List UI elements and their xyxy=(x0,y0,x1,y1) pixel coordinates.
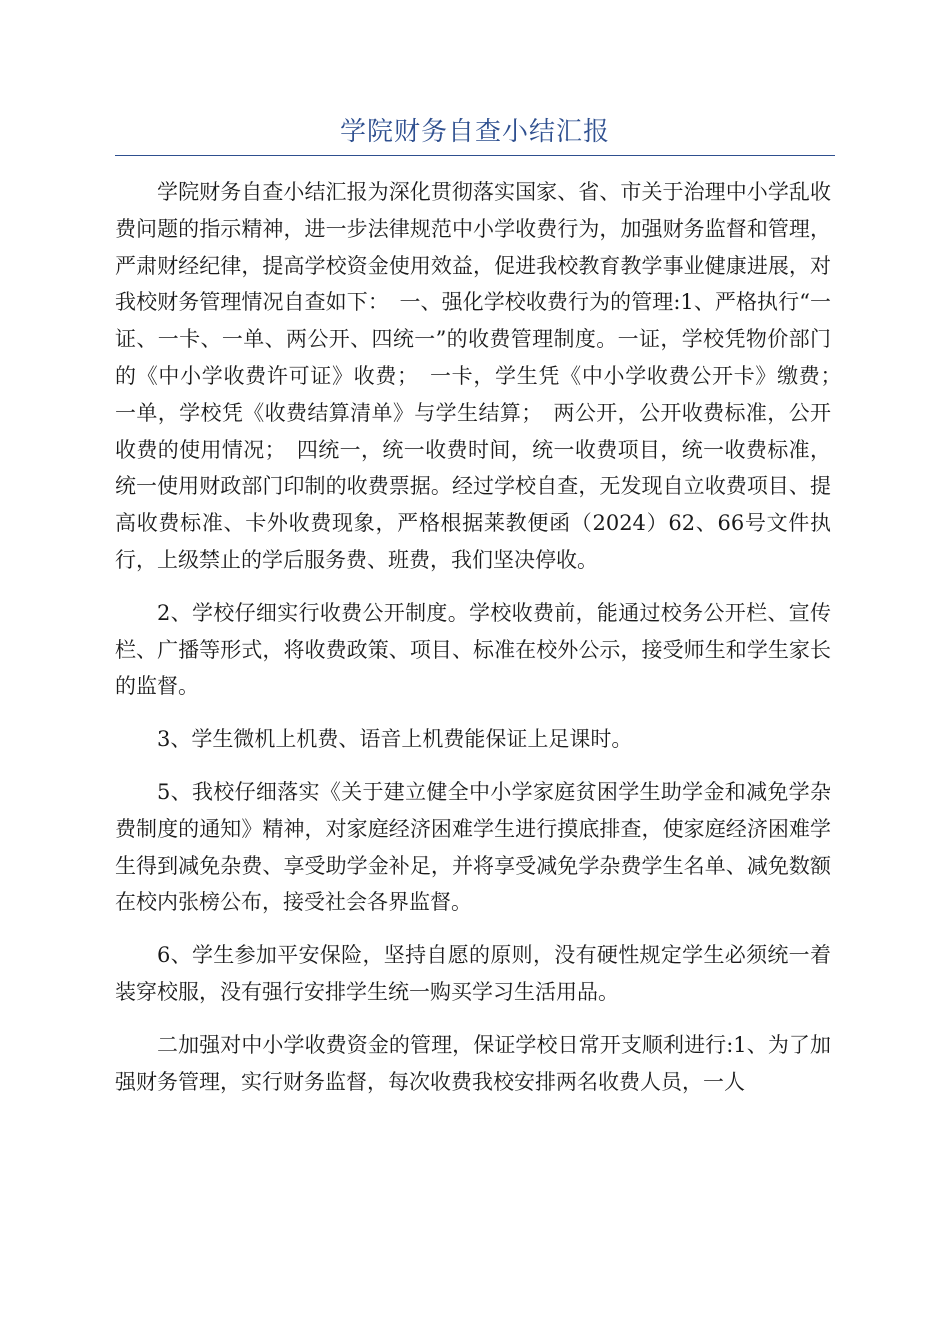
paragraph-item-3: 3、学生微机上机费、语音上机费能保证上足课时。 xyxy=(157,727,633,752)
paragraph-item-2: 2、学校仔细实行收费公开制度。学校收费前，能通过校务公开栏、宣传栏、广播等形式，将收费政策、项目、标准在校外公示，接受师生和学生家长的监督。 xyxy=(115,600,831,699)
title-underline xyxy=(115,155,835,156)
paragraph-section-2: 二加强对中小学收费资金的管理，保证学校日常开支顺利进行:1、为了加强财务管理，实行财务监督，每次收费我校安排两名收费人员，一人 xyxy=(115,1032,831,1094)
document-title: 学院财务自查小结汇报 xyxy=(339,117,610,147)
paragraph-intro: 学院财务自查小结汇报为深化贯彻落实国家、省、市关于治理中小学乱收费问题的指示精神，进一步法律规范中小学收费行为，加强财务监督和管理，严肃财经纪律，提高学校资金使用效益，促进我校教育教学事业健康进展，对我校财务管理情况自查如下： 一、强化学校收费行为的管理:1、严格执行“一证、一卡、一单、两公开、四统一”的收费管理制度。一证，学校凭物价部门的《中小学收费许可证》收费； 一卡，学生凭《中小学收费公开卡》缴费； 一单，学校凭《收费结算清单》与学生结算； 两公开，公开收费标准，公开收费的使用情况； 四统一，统一收费时间，统一收费项目，统一收费标准，统一使用财政部门印制的收费票据。经过学校自查，无发现自立收费项目、提高收费标准、卡外收费现象，严格根据莱教便函（2024）62、66号文件执行，上级禁止的学后服务费、班费，我们坚决停收。 xyxy=(115,180,852,572)
paragraph-item-5: 5、我校仔细落实《关于建立健全中小学家庭贫困学生助学金和减免学杂费制度的通知》精神，对家庭经济困难学生进行摸底排查，使家庭经济困难学生得到减免杂费、享受助学金补足，并将享受减免学杂费学生名单、减免数额在校内张榜公布，接受社会各界监督。 xyxy=(115,779,831,915)
paragraph-item-6: 6、学生参加平安保险，坚持自愿的原则，没有硬性规定学生必须统一着装穿校服，没有强行安排学生统一购买学习生活用品。 xyxy=(115,943,831,1004)
document-body xyxy=(115,174,852,1116)
